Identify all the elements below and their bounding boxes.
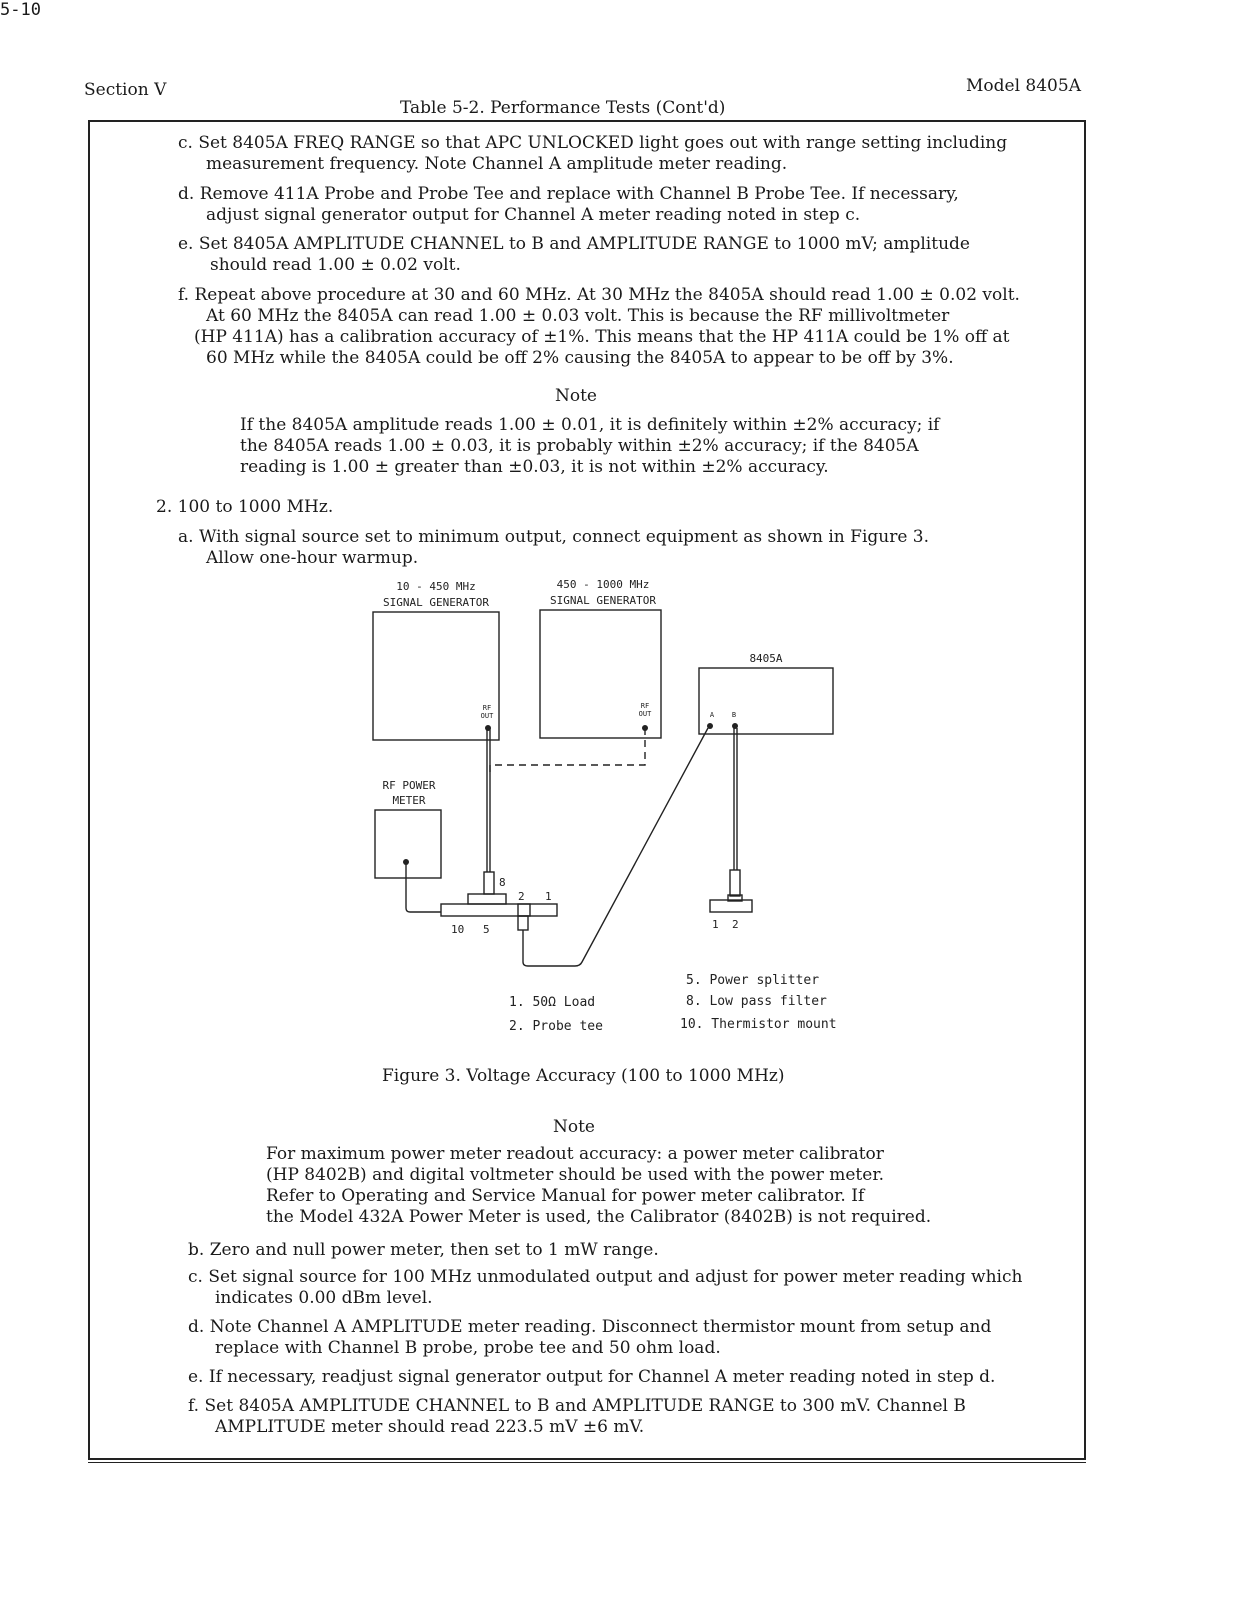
step-d-bottom: d. Note Channel A AMPLITUDE meter reading. Disconnect thermistor mount from setup and replace with Channel B probe, probe tee and 50 ohm load. <box>188 1317 992 1358</box>
step-e-top: e. Set 8405A AMPLITUDE CHANNEL to B and AMPLITUDE RANGE to 1000 mV; amplitude should read 1.00 ± 0.02 volt. <box>178 234 970 275</box>
legend-item-low-pass-filter: 8. Low pass filter <box>686 994 827 1009</box>
callout-2-right: 2 <box>732 918 739 931</box>
step-c-top: c. Set 8405A FREQ RANGE so that APC UNLOCKED light goes out with range setting including measurement frequency. Note Channel A amplitude meter reading. <box>178 133 1008 174</box>
step-c-bottom: c. Set signal source for 100 MHz unmodulated output and adjust for power meter reading which indicates 0.00 dBm level. <box>188 1267 1023 1308</box>
model-label: Model 8405A <box>966 76 1081 96</box>
page-number: 5-10 <box>0 0 41 20</box>
figure-caption: Figure 3. Voltage Accuracy (100 to 1000 MHz) <box>382 1066 785 1086</box>
callout-1-left: 1 <box>545 890 552 903</box>
gen2-name-label: SIGNAL GENERATOR <box>550 594 656 607</box>
gen1-name-label: SIGNAL GENERATOR <box>383 596 489 609</box>
gen1-rf-label: RF <box>482 704 492 712</box>
callout-10: 10 <box>451 923 465 936</box>
step-f-bottom: f. Set 8405A AMPLITUDE CHANNEL to B and AMPLITUDE RANGE to 300 mV. Channel B AMPLITUDE meter should read 223.5 mV ±6 mV. <box>188 1396 966 1437</box>
gen1-freq-label: 10 - 450 MHz <box>396 580 476 593</box>
power-meter-label-1: RF POWER <box>382 779 436 792</box>
legend-item-probe-tee: 2. Probe tee <box>509 1019 603 1034</box>
device-label: 8405A <box>749 652 783 665</box>
step-d-top: d. Remove 411A Probe and Probe Tee and replace with Channel B Probe Tee. If necessary, adjust signal generator output for Channel A meter reading noted in step c. <box>178 184 959 225</box>
rf-power-meter-box <box>375 810 441 878</box>
note-2-body: For maximum power meter readout accuracy: a power meter calibrator (HP 8402B) and digital voltmeter should be used with the power meter. Refer to Operating and Service Manual for power meter calibrator. If the Model 432A Power Meter is used, the Calibrator (8402B) is not required. <box>266 1144 932 1227</box>
signal-generator-1-box <box>373 612 499 740</box>
channel-b-label: B <box>731 711 737 719</box>
note-1-heading: Note <box>554 386 597 406</box>
gen1-out-label: OUT <box>480 712 494 720</box>
probe-tee <box>710 900 752 912</box>
legend-item-load: 1. 50Ω Load <box>509 995 596 1010</box>
gen2-out-label: OUT <box>638 710 652 718</box>
step-f-top: f. Repeat above procedure at 30 and 60 MHz. At 30 MHz the 8405A should read 1.00 ± 0.02 volt. At 60 MHz the 8405A can read 1.00 ± 0.03 volt. This is because the RF millivoltmeter (HP 411A) has a calibration accuracy of ±1%. This means that the HP 411A could be 1% off at 60 MHz while the 8405A could be off 2% causing the 8405A to appear to be off by 3%. <box>178 285 1020 368</box>
power-splitter <box>441 904 557 916</box>
callout-2-left: 2 <box>518 890 525 903</box>
legend-item-thermistor-mount: 10. Thermistor mount <box>680 1017 837 1032</box>
power-meter-label-2: METER <box>392 794 426 807</box>
signal-generator-2-box <box>540 610 661 738</box>
note-1-body: If the 8405A amplitude reads 1.00 ± 0.01, it is definitely within ±2% accuracy; if the 8405A reads 1.00 ± 0.03, it is probably within ±2% accuracy; if the 8405A reading is 1.00 ± greater than ±0.03, it is not within ±2% accuracy. <box>240 415 940 477</box>
table-title: Table 5-2. Performance Tests (Cont'd) <box>400 98 726 118</box>
step-e-bottom: e. If necessary, readjust signal generator output for Channel A meter reading noted in step d. <box>188 1367 996 1387</box>
section-2-heading: 2. 100 to 1000 MHz. <box>156 497 334 517</box>
device-8405a-box <box>699 668 833 734</box>
note-2-heading: Note <box>552 1117 595 1137</box>
callout-8: 8 <box>499 876 506 889</box>
gen2-freq-label: 450 - 1000 MHz <box>556 578 650 591</box>
callout-5: 5 <box>483 923 490 936</box>
low-pass-filter <box>484 872 494 894</box>
section-label: Section V <box>84 80 167 100</box>
step-b-bottom: b. Zero and null power meter, then set to 1 mW range. <box>188 1240 659 1260</box>
channel-a-label: A <box>709 711 715 719</box>
gen2-rf-label: RF <box>640 702 650 710</box>
callout-1-right: 1 <box>712 918 719 931</box>
legend-item-power-splitter: 5. Power splitter <box>686 973 820 988</box>
step-2a: a. With signal source set to minimum output, connect equipment as shown in Figure 3. Allow one-hour warmup. <box>178 527 930 568</box>
